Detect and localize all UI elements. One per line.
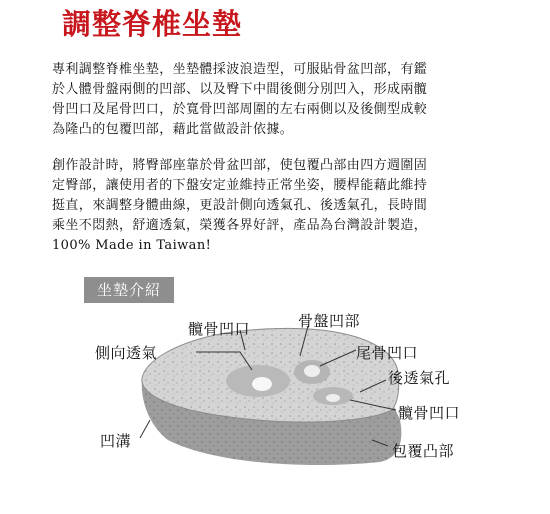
section-tag: 坐墊介紹 [84, 277, 174, 303]
intro-line: 專利調整脊椎坐墊，坐墊體採波浪造型，可服貼骨盆凹部，有鑑 [52, 62, 428, 77]
intro-line: 於人體骨盤兩側的凹部、以及臀下中間後側分別凹入，形成兩髖 [52, 82, 428, 97]
intro-paragraph [52, 60, 514, 140]
label-hip-notch-left: 髖骨凹口 [188, 320, 251, 338]
design-line: 挺直，來調整身體曲線，更設計側向透氣孔、後透氣孔，長時間 [52, 198, 428, 213]
label-side-vent: 側向透氣 [95, 344, 158, 362]
intro-line: 骨凹口及尾骨凹口，於寬骨凹部周圍的左右兩側以及後側型成較 [52, 102, 428, 117]
label-pelvis-recess: 骨盤凹部 [298, 312, 361, 330]
design-line: 定臀部，讓使用者的下盤安定並維持正常坐姿，腰桿能藉此維持 [52, 178, 428, 193]
design-line: 100% Made in Taiwan! [52, 238, 212, 253]
label-tailbone-notch: 尾骨凹口 [356, 344, 419, 362]
design-line: 乘坐不悶熱，舒適透氣，榮獲各界好評，產品為台灣設計製造， [52, 218, 428, 233]
intro-line: 為隆凸的包覆凹部，藉此當做設計依據。 [52, 122, 294, 137]
label-wrap-bulge: 包覆凸部 [392, 442, 455, 460]
cushion-diagram [0, 300, 550, 514]
label-recess: 凹溝 [100, 432, 132, 450]
page-title: 調整脊椎坐墊 [62, 7, 243, 41]
label-hip-notch-right: 髖骨凹口 [398, 404, 461, 422]
label-rear-vent: 後透氣孔 [388, 369, 451, 387]
design-line: 創作設計時，將臀部座靠於骨盆凹部，使包覆凸部由四方週圍固 [52, 158, 428, 173]
design-paragraph [52, 156, 514, 256]
